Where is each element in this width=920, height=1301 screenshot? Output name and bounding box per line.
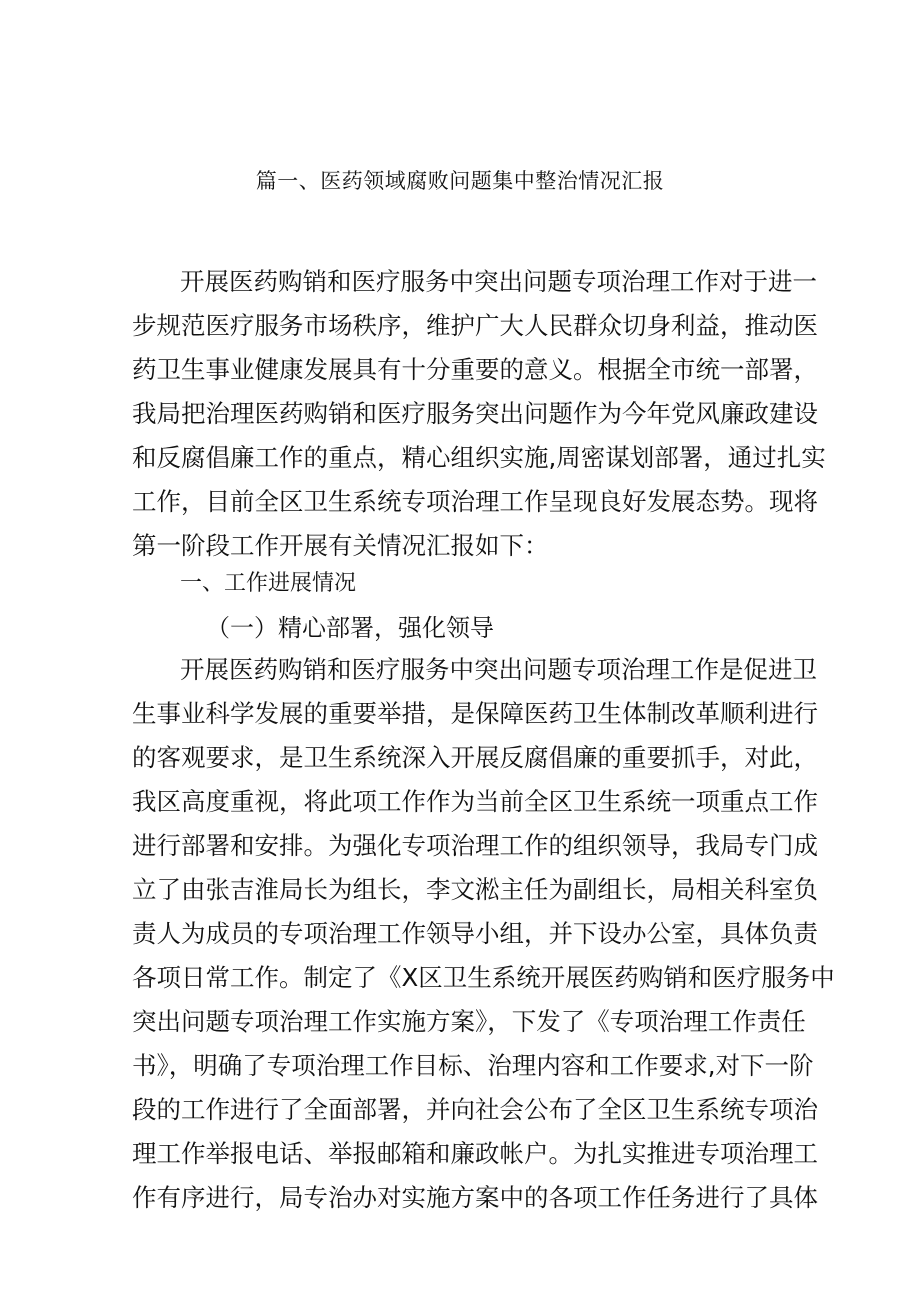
paragraph-line: 段的工作进行了全面部署，并向社会公布了全区卫生系统专项治 (132, 1095, 818, 1124)
paragraph-line: 工作，目前全区卫生系统专项治理工作呈现良好发展态势。现将 (132, 487, 818, 516)
section-heading: 一、工作进展情况 (180, 571, 357, 596)
paragraph-line: 我区高度重视，将此项工作作为当前全区卫生系统一项重点工作 (132, 787, 818, 816)
paragraph-line: 立了由张吉淮局长为组长，李文淞主任为副组长，局相关科室负 (132, 875, 818, 904)
paragraph-line: 开展医药购销和医疗服务中突出问题专项治理工作是促进卫 (180, 655, 817, 684)
paragraph-line: 书》，明确了专项治理工作目标、治理内容和工作要求,对下一阶 (132, 1051, 814, 1080)
paragraph-line: 理工作举报电话、举报邮箱和廉政帐户。为扎实推进专项治理工 (132, 1139, 818, 1168)
document-title: 篇一、医药领域腐败问题集中整治情况汇报 (255, 169, 665, 193)
subsection-heading: （一）精心部署，强化领导 (206, 614, 494, 642)
paragraph-line: 我局把治理医药购销和医疗服务突出问题作为今年党风廉政建设 (132, 399, 818, 428)
paragraph-line: 生事业科学发展的重要举措，是保障医药卫生体制改革顺利进行 (132, 699, 818, 728)
paragraph-line: 步规范医疗服务市场秩序，维护广大人民群众切身利益，推动医 (132, 311, 818, 340)
paragraph-line: 进行部署和安排。为强化专项治理工作的组织领导，我局专门成 (132, 831, 818, 860)
paragraph-line: 药卫生事业健康发展具有十分重要的意义。根据全市统一部署， (132, 355, 818, 384)
paragraph-line: 各项日常工作。制定了《X区卫生系统开展医药购销和医疗服务中 (132, 963, 835, 992)
paragraph-line: 责人为成员的专项治理工作领导小组，并下设办公室，具体负责 (132, 919, 818, 948)
paragraph-line: 作有序进行，局专治办对实施方案中的各项工作任务进行了具体 (132, 1183, 818, 1212)
paragraph-line: 的客观要求，是卫生系统深入开展反腐倡廉的重要抓手，对此， (132, 743, 818, 772)
paragraph-line: 第一阶段工作开展有关情况汇报如下： (132, 531, 549, 560)
paragraph-line: 开展医药购销和医疗服务中突出问题专项治理工作对于进一 (180, 267, 817, 296)
paragraph-line: 和反腐倡廉工作的重点，精心组织实施,周密谋划部署，通过扎实 (132, 443, 826, 472)
paragraph-line: 突出问题专项治理工作实施方案》，下发了《专项治理工作责任 (132, 1007, 806, 1036)
